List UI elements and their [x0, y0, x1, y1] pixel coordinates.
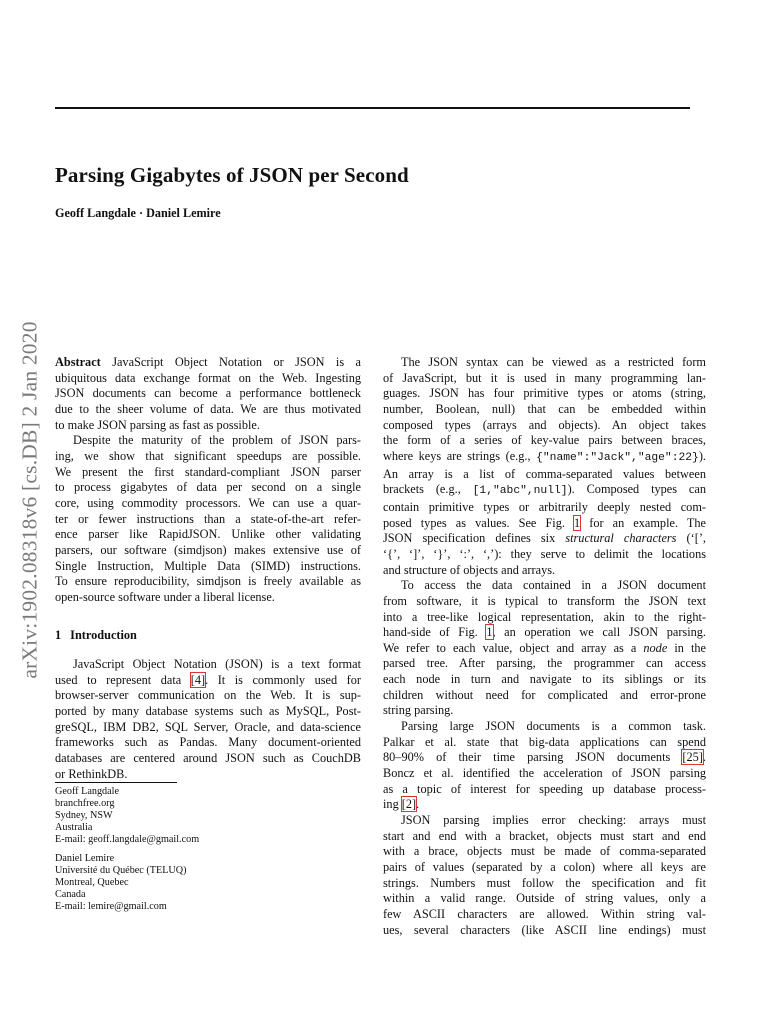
section-heading	[55, 628, 137, 643]
abstract-line: Abstract JavaScript Object Notation or JSON is a	[55, 355, 361, 369]
body-line: contain primitive types or arbitrarily deeply nested com-	[383, 499, 706, 514]
abstract-line: ence parser like RapidJSON. Unlike other validating	[55, 527, 361, 542]
abstract-line: due to the sheer volume of data. We are thus motivated	[55, 401, 361, 416]
intro-line: or RethinkDB.	[55, 766, 128, 781]
body-line: brackets (e.g., [1,"abc",null]). Composed types can	[383, 482, 706, 498]
body-line: To access the data contained in a JSON document	[401, 578, 706, 593]
code-snippet: [1,"abc",null]	[472, 485, 568, 498]
citation-link[interactable]: [2]	[401, 797, 417, 812]
intro-line: JavaScript Object Notation (JSON) is a text format	[73, 657, 361, 671]
affiliation-line: Université du Québec (TELUQ)	[55, 865, 187, 877]
intro-line: greSQL, IBM DB2, SQL Server, Oracle, and data-science	[55, 719, 361, 734]
body-line: the form of a series of key-value pairs between braces,	[383, 433, 706, 448]
affiliation-lemire	[55, 853, 305, 913]
body-line: few ASCII characters are allowed. Within string val-	[383, 906, 706, 921]
body-line: start and end with a bracket, objects must start and end	[383, 828, 706, 843]
header-rule	[55, 107, 690, 109]
citation-link[interactable]: [25]	[682, 750, 703, 765]
footnote-rule	[55, 782, 177, 783]
body-line: 80–90% of their time parsing JSON documents [25].	[383, 750, 706, 765]
body-line: JSON parsing implies error checking: arrays must	[401, 813, 706, 828]
intro-line: databases are centered around JSON such as CouchDB	[55, 750, 361, 765]
affiliation-line: Daniel Lemire	[55, 853, 115, 864]
body-line: of JavaScript, but it is used in many programming lan-	[383, 370, 706, 385]
figure-link[interactable]: 1	[486, 625, 493, 640]
affiliation-langdale	[55, 786, 305, 846]
body-line: within a valid range. Outside of string values, only a	[383, 891, 706, 906]
body-line: posed types as values. See Fig. 1 for an example. The	[383, 515, 706, 530]
body-line: from software, it is typical to transform the JSON text	[383, 593, 706, 608]
abstract-line: ter or fewer instructions than a state-of-the-art refer-	[55, 511, 361, 526]
abstract-line: To ensure reproducibility, simdjson is freely available as	[55, 574, 361, 589]
abstract-line: Despite the maturity of the problem of JSON pars-	[73, 433, 361, 448]
body-line: JSON specification defines six structural characters (‘[’,	[383, 531, 706, 546]
abstract-line: open-source software under a liberal license.	[55, 589, 275, 604]
emphasis: node	[643, 640, 668, 655]
body-line: with a brace, objects must be made of comma-separated	[383, 844, 706, 859]
abstract	[55, 355, 361, 606]
intro-line: ported by many database systems such as MySQL, Post-	[55, 703, 361, 718]
abstract-line: JSON documents can become a performance bottleneck	[55, 386, 361, 401]
emphasis: structural characters	[565, 531, 677, 546]
body-line: Parsing large JSON documents is a common task.	[401, 719, 706, 734]
paper-title: Parsing Gigabytes of JSON per Second	[55, 163, 409, 187]
body-line: hand-side of Fig. 1, an operation we call JSON parsing.	[383, 625, 706, 640]
body-line: Boncz et al. identified the acceleration of JSON parsing	[383, 766, 706, 781]
intro-line: browser-server communication on the Web. It is sup-	[55, 688, 361, 703]
body-line: Palkar et al. state that big-data applications can spend	[383, 734, 706, 749]
affiliation-line: Canada	[55, 889, 86, 901]
abstract-line: core, using commodity processors. We can use a quar-	[55, 495, 361, 510]
intro-line: used to represent data [4]. It is commonly used for	[55, 672, 362, 687]
citation-link[interactable]: [4]	[190, 672, 206, 687]
abstract-line: ubiquitous data exchange format on the Web. Ingesting	[55, 370, 361, 385]
body-line: into a tree-like logical representation, akin to the right-	[383, 609, 706, 624]
figure-link[interactable]: 1	[574, 515, 581, 530]
affiliation-line: Australia	[55, 822, 93, 834]
body-line: parsed tree. After parsing, the programmer can access	[383, 656, 706, 671]
abstract-line: We present the first standard-compliant JSON parser	[55, 464, 361, 479]
abstract-line: to make JSON parsing as fast as possible.	[55, 417, 260, 432]
body-line: and structure of objects and arrays.	[383, 562, 556, 577]
introduction-text	[55, 657, 361, 782]
body-line: An array is a list of comma-separated values between	[383, 466, 706, 481]
affiliation-line: Sydney, NSW	[55, 810, 113, 822]
affiliation-email: E-mail: geoff.langdale@gmail.com	[55, 834, 200, 846]
body-line: ing [2].	[383, 797, 420, 812]
intro-line: frameworks such as Pandas. Many document-oriented	[55, 735, 361, 750]
abstract-line: Single Instruction, Multiple Data (SIMD) instructions.	[55, 558, 361, 573]
body-line: ‘{’, ‘]’, ‘}’, ‘:’, ‘,’): they serve to delimit the locations	[383, 546, 706, 561]
body-line: where keys are strings (e.g., {"name":"Jack","age":22}).	[383, 448, 706, 464]
abstract-label: Abstract	[55, 355, 101, 369]
body-line: pairs of values (separated by a colon) where all keys are	[383, 860, 706, 874]
paper-authors: Geoff Langdale · Daniel Lemire	[55, 206, 221, 220]
arxiv-stamp[interactable]: arXiv:1902.08318v6 [cs.DB] 2 Jan 2020	[17, 321, 42, 679]
abstract-line: parsers, our software (simdjson) makes extensive use of	[55, 542, 361, 557]
body-line: as a topic of interest for speeding up database process-	[383, 781, 706, 796]
affiliation-line: Montreal, Quebec	[55, 877, 129, 889]
body-line: children without need for complicated and error-prone	[383, 687, 706, 702]
body-line: composed types (arrays and objects). An object takes	[383, 417, 706, 432]
body-line: The JSON syntax can be viewed as a restricted form	[401, 355, 706, 369]
body-line: guages. JSON has four primitive types or atoms (string,	[383, 386, 706, 401]
section-number: 1	[55, 628, 62, 642]
body-line: number, Boolean, null) that can be embedded within	[383, 401, 706, 416]
body-line: strings. Numbers must follow the specification and fit	[383, 875, 706, 890]
section-title: Introduction	[70, 628, 137, 642]
abstract-line: to process gigabytes of data per second on a single	[55, 480, 361, 495]
affiliation-line: Geoff Langdale	[55, 786, 120, 797]
abstract-line: ing, we show that significant speedups are possible.	[55, 448, 361, 463]
affiliation-email: E-mail: lemire@gmail.com	[55, 901, 167, 913]
code-snippet: {"name":"Jack","age":22}	[536, 451, 699, 464]
body-line: string parsing.	[383, 703, 454, 718]
body-right-column	[383, 355, 706, 938]
body-line: each node in turn and navigate to its siblings or its	[383, 672, 706, 687]
body-line: ues, several characters (like ASCII line endings) must	[383, 922, 706, 937]
affiliation-line: branchfree.org	[55, 798, 115, 810]
body-line: We refer to each value, object and array as a node in the	[383, 640, 706, 655]
